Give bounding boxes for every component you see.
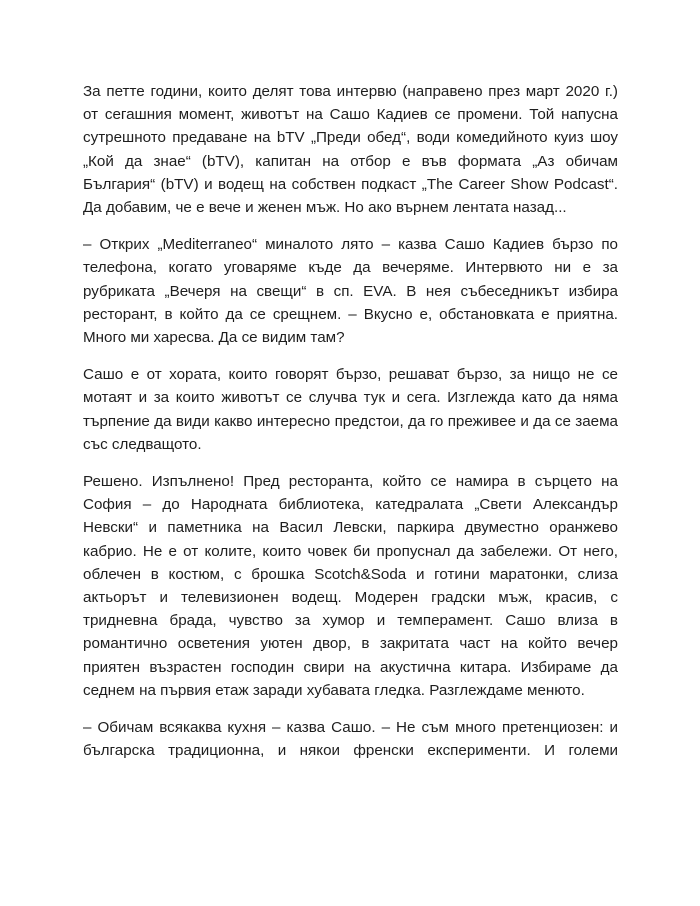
paragraph-arrival: Решено. Изпълнено! Пред ресторанта, който се намира в сърцето на София – до Народната библиотека, катедралата „Свети Александър Невски“ и паметника на Васил Левски, паркира двуместно оранжево кабрио. Не е от колите, които човек би пропуснал да забележи. От него, облечен в костюм, с брошка Scotch&Soda и готини маратонки, слиза актьорът и телевизионен водещ. Модерен градски мъж, красив, с тридневна брада, чувство за хумор и темперамент. Сашо влиза в романтично осветения уютен двор, в закритата част на който вечер приятен възрастен господин свири на акустична китара. Избираме да седнем на първия етаж заради хубавата гледка. Разглеждаме менюто.	[83, 473, 618, 699]
article-body	[83, 80, 618, 776]
paragraph-cuisine: – Обичам всякаква кухня – казва Сашо. – Не съм много претенциозен: и българска традиционна, и някои френски експерименти. И големи	[83, 719, 618, 760]
paragraph-personality: Сашо е от хората, които говорят бързо, решават бързо, за нищо не се мотаят и за които животът се случва тук и сега. Изглежда като да няма търпение да види какво интересно предстои, да го преживее и да се заема със следващото.	[83, 366, 618, 453]
paragraph-phone-call: – Открих „Mediterraneo“ миналото лято – казва Сашо Кадиев бързо по телефона, когато уговаряме къде да вечеряме. Интервюто ни е за рубриката „Вечеря на свещи“ в сп. EVA. В нея събеседникът избира ресторант, в който да се срещнем. – Вкусно е, обстановката е приятна. Много ми харесва. Да се видим там?	[83, 236, 618, 347]
paragraph-intro: За петте години, които делят това интервю (направено през март 2020 г.) от сегашния момент, животът на Сашо Кадиев се промени. Той напусна сутрешното предаване на bTV „Преди обед“, води комедийното куиз шоу „Кой да знае“ (bTV), капитан на отбор е във формата „Аз обичам България“ (bTV) и водещ на собствен подкаст „The Career Show Podcast“. Да добавим, че е вече и женен мъж. Но ако върнем лентата назад...	[83, 83, 618, 217]
